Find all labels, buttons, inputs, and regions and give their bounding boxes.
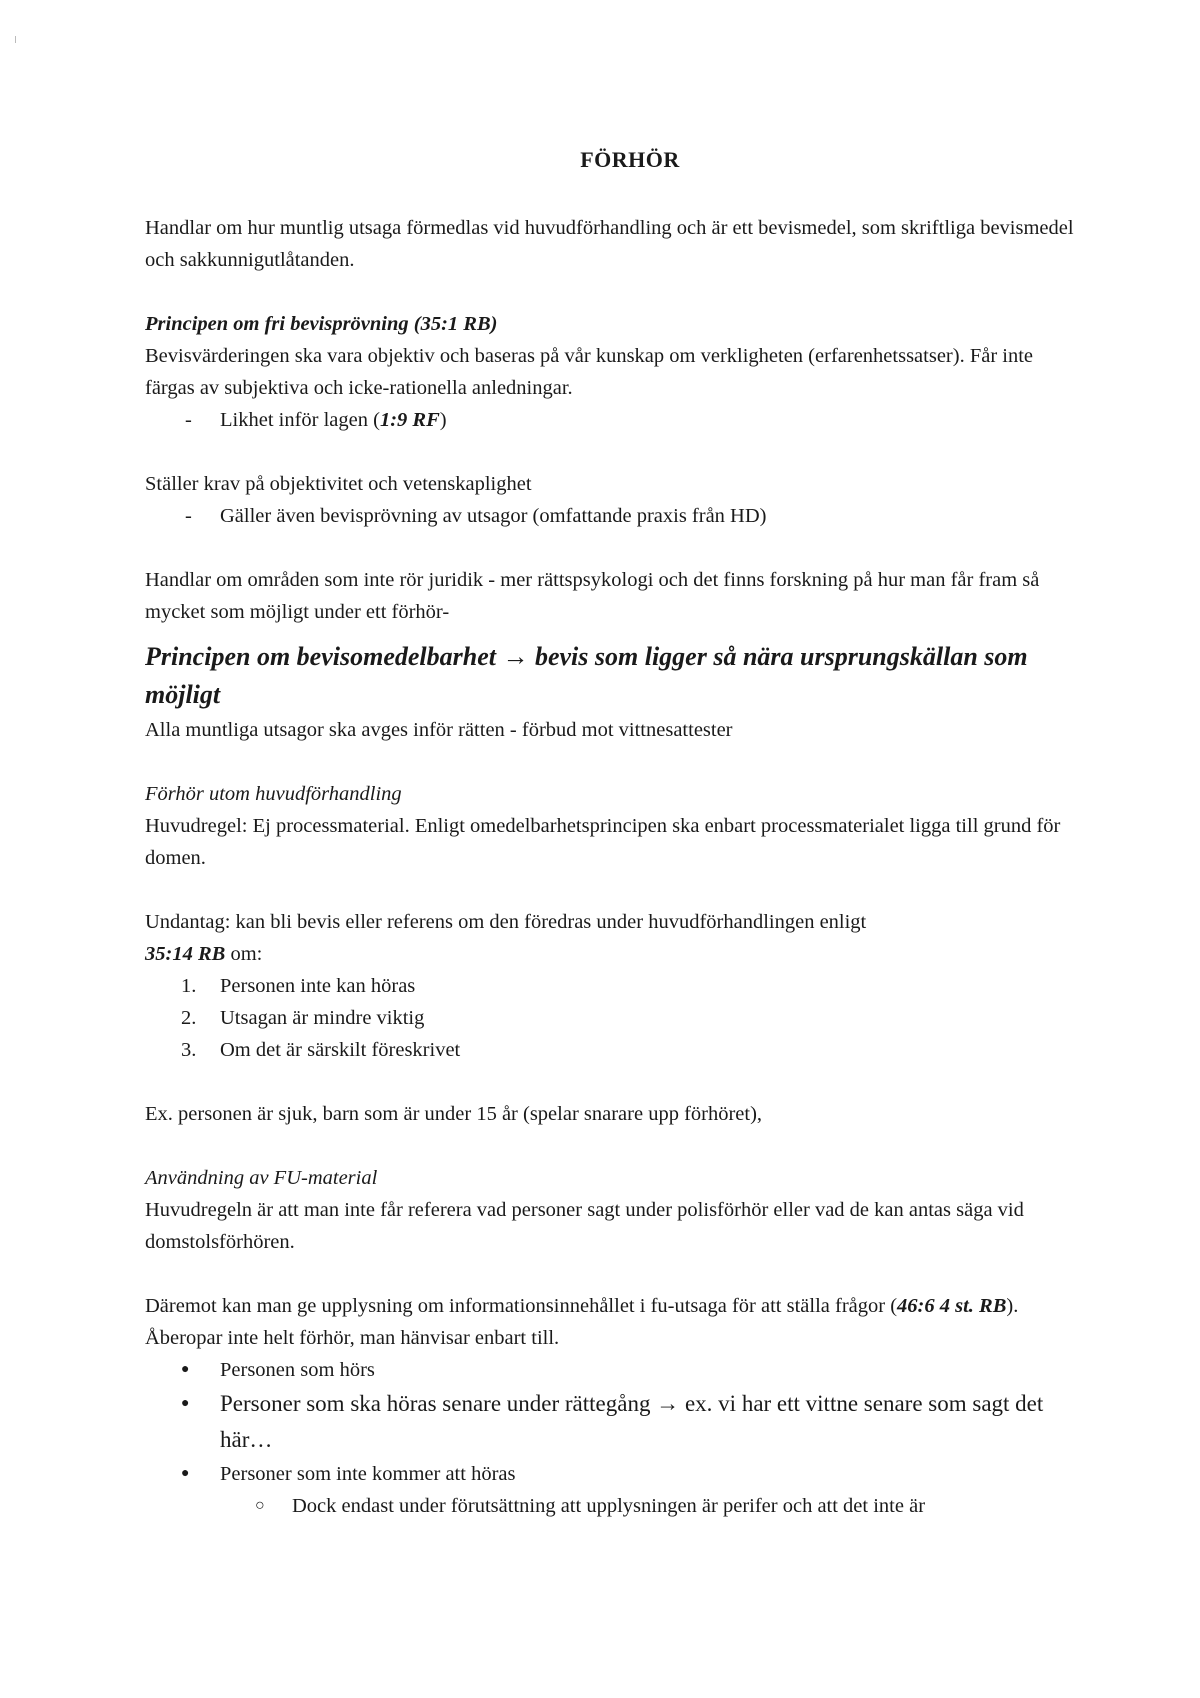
list-item-text: Gäller även bevisprövning av utsagor (omfattande praxis från HD) [220, 505, 767, 527]
list-number: 3. [181, 1039, 197, 1061]
exception-suffix: om: [225, 943, 263, 965]
section-text [145, 1290, 1085, 1354]
list-item-text: Personen inte kan höras [220, 975, 416, 997]
section-text: Ställer krav på objektivitet och vetenskaplighet [145, 473, 532, 495]
dash-marker: - [185, 505, 192, 527]
list-item-text: Personer som inte kommer att höras [220, 1463, 516, 1485]
section-heading-bevisomedelbarhet: Principen om bevisomedelbarhet → bevis som ligger så nära ursprungskällan som möjligt [145, 642, 1028, 709]
list-item [145, 404, 1085, 436]
list-item [145, 1386, 1085, 1458]
law-reference: 46:6 4 st. RB [897, 1295, 1007, 1317]
list-item-text: Likhet inför lagen ( [220, 409, 380, 431]
section-heading-forhor-utom-huvudforhandling: Förhör utom huvudförhandling [145, 783, 402, 805]
list-item-text: Personer som ska höras senare under rättegång → ex. vi har ett vittne senare som sagt det här… [220, 1391, 1044, 1452]
dash-list [145, 500, 1085, 532]
example-paragraph: Ex. personen är sjuk, barn som är under 15 år (spelar snarare upp förhöret), [145, 1103, 763, 1125]
sub-bullet-list [145, 1490, 1085, 1522]
circle-marker: ○ [255, 1497, 265, 1514]
section-heading-fu-material: Användning av FU-material [145, 1167, 378, 1189]
section-text: Huvudregeln är att man inte får referera vad personer sagt under polisförhör eller vad de kan antas säga vid domstolsförhören. [145, 1199, 1024, 1253]
document-title: FÖRHÖR [580, 147, 680, 172]
exception-paragraph [145, 906, 1085, 970]
exception-text: Undantag: kan bli bevis eller referens om den föredras under huvudförhandlingen enligt [145, 911, 867, 933]
law-reference: 1:9 RF [379, 409, 440, 431]
list-item [145, 1490, 1085, 1522]
section-text: Bevisvärderingen ska vara objektiv och baseras på vår kunskap om verkligheten (erfarenhetssatser). Får inte färgas av subjektiva och icke-rationella anledningar. [145, 345, 1034, 399]
document-content [145, 144, 1085, 1522]
section-heading-fri-bevisprovning: Principen om fri bevisprövning (35:1 RB) [145, 313, 498, 335]
margin-mark [15, 36, 16, 43]
section-text: Handlar om områden som inte rör juridik - mer rättspsykologi och det finns forskning på hur man får fram så mycket som möjligt under ett förhör- [145, 569, 1040, 623]
numbered-list [145, 970, 1085, 1066]
list-item-text: Utsagan är mindre viktig [220, 1007, 425, 1029]
list-item-text: Personen som hörs [220, 1359, 375, 1381]
intro-paragraph: Handlar om hur muntlig utsaga förmedlas vid huvudförhandling och är ett bevismedel, som skriftliga bevismedel och sakkunnigutlåtanden. [145, 217, 1074, 271]
law-reference: 35:14 RB [145, 943, 226, 965]
list-item [145, 1354, 1085, 1386]
bullet-marker: ● [181, 1466, 190, 1481]
dash-marker: - [185, 409, 192, 431]
list-number: 1. [181, 975, 197, 997]
list-item [145, 500, 1085, 532]
list-item [145, 1458, 1085, 1490]
section-text: Huvudregel: Ej processmaterial. Enligt omedelbarhetsprincipen ska enbart processmaterialet ligga till grund för domen. [145, 815, 1061, 869]
list-item [145, 1002, 1085, 1034]
list-item [145, 970, 1085, 1002]
bullet-marker: ● [181, 1396, 190, 1411]
bullet-list [145, 1354, 1085, 1490]
list-item-text: Om det är särskilt föreskrivet [220, 1039, 461, 1061]
bullet-marker: ● [181, 1362, 190, 1377]
list-item-text: ) [439, 409, 447, 431]
list-item-text: Dock endast under förutsättning att upplysningen är perifer och att det inte är [292, 1495, 926, 1517]
paragraph-text: ). Åberopar inte helt förhör, man hänvisar enbart till. [145, 1295, 1019, 1349]
list-item [145, 1034, 1085, 1066]
section-text: Alla muntliga utsagor ska avges inför rätten - förbud mot vittnesattester [145, 719, 733, 741]
list-number: 2. [181, 1007, 197, 1029]
paragraph-text: Däremot kan man ge upplysning om informationsinnehållet i fu-utsaga för att ställa frågor ( [145, 1295, 898, 1317]
dash-list [145, 404, 1085, 436]
